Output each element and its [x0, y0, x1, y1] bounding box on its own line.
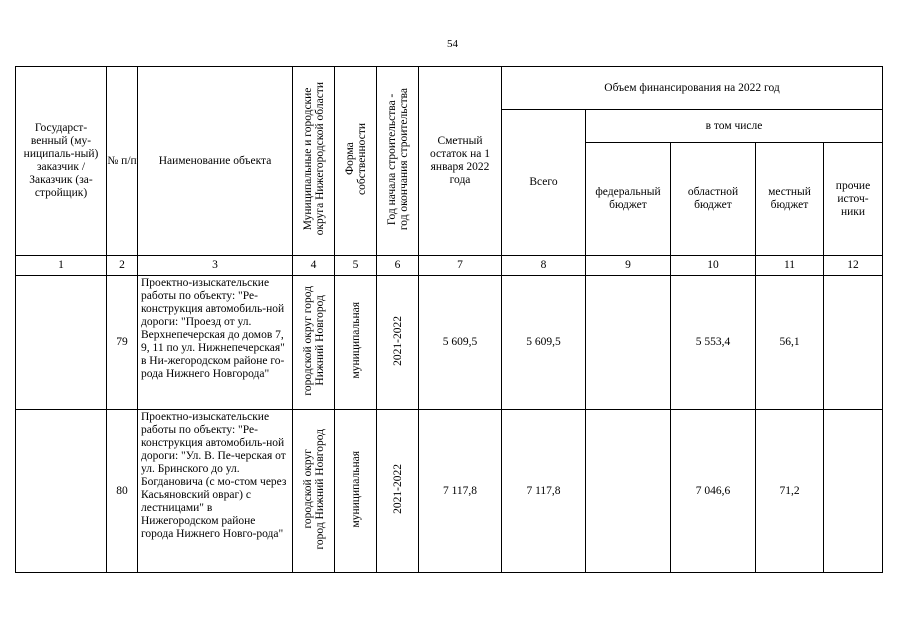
page-number: 54	[447, 38, 458, 50]
cell-regional: 7 046,6	[671, 410, 756, 573]
cell-remainder: 7 117,8	[419, 410, 502, 573]
column-index: 9	[586, 256, 671, 276]
header-years	[377, 67, 419, 256]
header-customer: Государст-венный (му-ниципаль-ный) заказчик / Заказчик (за-стройщик)	[16, 67, 107, 256]
column-index: 4	[293, 256, 335, 276]
header-municipality-line1: Муниципальные и городские	[301, 87, 314, 231]
column-index: 3	[138, 256, 293, 276]
cell-municipality-line2: Нижний Новгород	[313, 295, 326, 386]
cell-num: 80	[107, 410, 138, 573]
header-including: в том числе	[586, 110, 883, 143]
cell-ownership-text: муниципальная	[349, 450, 362, 528]
header-local: местный бюджет	[756, 143, 824, 256]
header-num: № п/п	[107, 67, 138, 256]
cell-customer	[16, 410, 107, 573]
cell-ownership-text: муниципальная	[349, 302, 362, 379]
header-ownership	[335, 67, 377, 256]
cell-municipality-line1: городской округ	[301, 449, 314, 529]
cell-years-text: 2021-2022	[391, 315, 404, 366]
cell-other	[824, 276, 883, 410]
cell-municipality	[293, 276, 335, 410]
cell-ownership	[335, 410, 377, 573]
header-other: прочие источ-ники	[824, 143, 883, 256]
cell-other	[824, 410, 883, 573]
column-index: 11	[756, 256, 824, 276]
cell-ownership	[335, 276, 377, 410]
header-years-line1: Год начала строительства -	[385, 93, 398, 225]
table-row	[16, 410, 883, 573]
cell-municipality-line2: город Нижний Новгород	[313, 428, 326, 550]
column-index: 6	[377, 256, 419, 276]
header-federal: федеральный бюджет	[586, 143, 671, 256]
cell-regional: 5 553,4	[671, 276, 756, 410]
cell-federal	[586, 410, 671, 573]
cell-years-text: 2021-2022	[391, 464, 404, 514]
column-index: 10	[671, 256, 756, 276]
column-index: 2	[107, 256, 138, 276]
header-years-line2: год окончания строительства	[397, 87, 410, 231]
cell-years	[377, 276, 419, 410]
cell-object-name: Проектно-изыскательские работы по объекту: "Ре-конструкция автомобиль-ной дороги: "Ул. В. Пе-черская от ул. Бринского до ул. Богдановича (с мо-стом через Касьяновский овраг) с лестницами" в Нижегородском районе города Нижнего Новго-рода"	[138, 410, 293, 573]
cell-object-name: Проектно-изыскательские работы по объекту: "Ре-конструкция автомобиль-ной дороги: "Проезд от ул. Верхнепечерская до домов 7, 9, 11 по ул. Нижнепечерская" в Ни-жегородском районе го-рода Нижнего Новгорода"	[138, 276, 293, 410]
cell-local: 56,1	[756, 276, 824, 410]
header-object-name: Наименование объекта	[138, 67, 293, 256]
header-ownership-line1: Форма	[343, 142, 356, 176]
column-index: 1	[16, 256, 107, 276]
column-index: 8	[502, 256, 586, 276]
header-regional: областной бюджет	[671, 143, 756, 256]
column-index: 5	[335, 256, 377, 276]
cell-customer	[16, 276, 107, 410]
cell-remainder: 5 609,5	[419, 276, 502, 410]
column-index: 7	[419, 256, 502, 276]
cell-local: 71,2	[756, 410, 824, 573]
cell-total: 7 117,8	[502, 410, 586, 573]
column-index: 12	[824, 256, 883, 276]
header-remainder: Сметный остаток на 1 января 2022 года	[419, 67, 502, 256]
table-row	[16, 276, 883, 410]
cell-municipality-line1: городской округ город	[301, 285, 314, 396]
header-ownership-line2: собственности	[355, 123, 368, 195]
header-municipality	[293, 67, 335, 256]
cell-municipality	[293, 410, 335, 573]
header-financing: Объем финансирования на 2022 год	[502, 67, 883, 110]
cell-total: 5 609,5	[502, 276, 586, 410]
cell-years	[377, 410, 419, 573]
header-municipality-line2: округа Нижегородской области	[313, 82, 326, 236]
header-total: Всего	[502, 110, 586, 256]
financing-table	[15, 66, 883, 573]
cell-federal	[586, 276, 671, 410]
cell-num: 79	[107, 276, 138, 410]
